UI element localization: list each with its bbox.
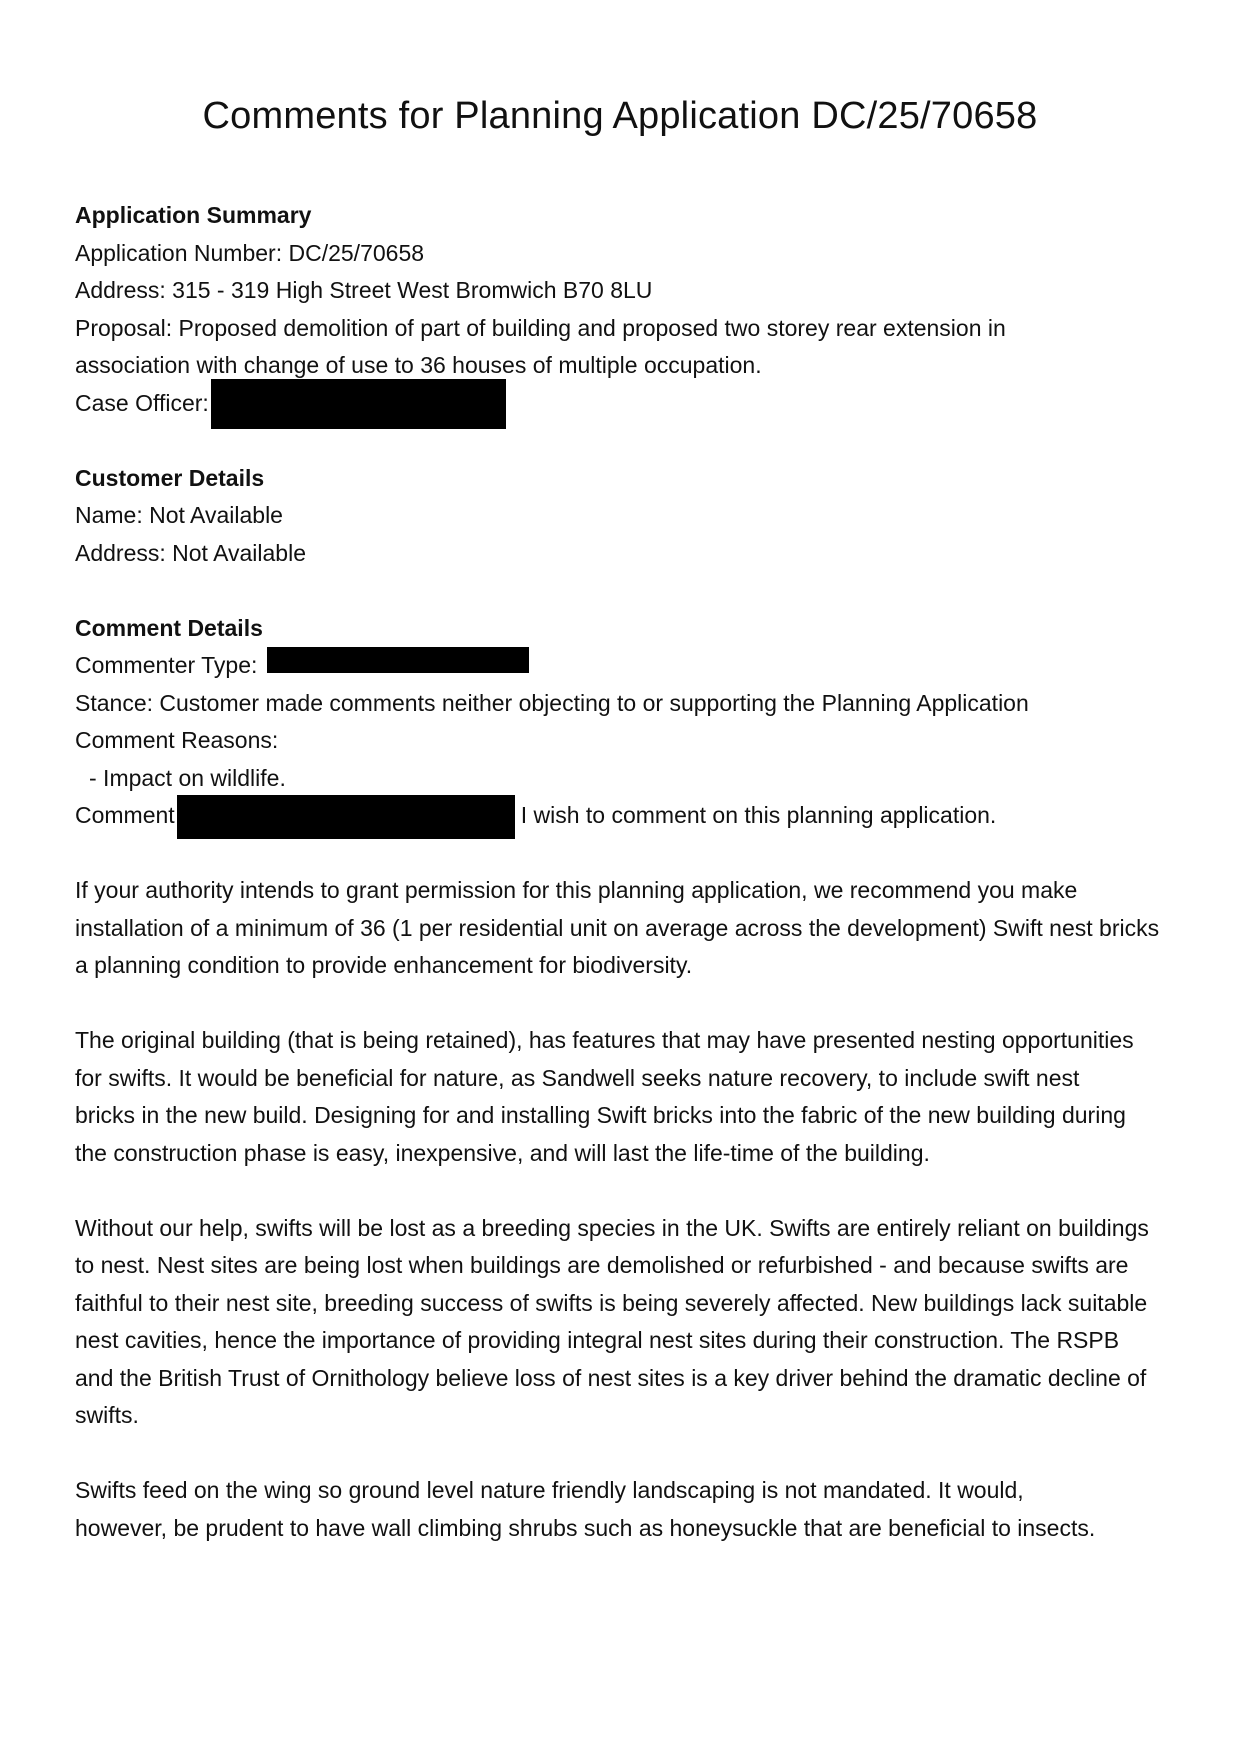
commenter-type-redaction (267, 647, 529, 673)
application-summary-heading: Application Summary (75, 202, 312, 228)
comment-label: Comment (75, 802, 175, 828)
case-officer-row (75, 385, 1175, 423)
comment-paragraph: Without our help, swifts will be lost as a breeding species in the UK. Swifts are entirely reliant on buildings to nest. Nest sites are being lost when buildings are demolished or refurbished - and because swifts are faithful to their nest site, breeding success of swifts is being severely affected. New buildings lack suitable nest cavities, hence the importance of providing integral nest sites during their construction. The RSPB and the British Trust of Ornithology believe loss of nest sites is a key driver behind the dramatic decline of swifts. (75, 1214, 1149, 1428)
commenter-type-label: Commenter Type: (75, 652, 258, 678)
comment-redaction (177, 795, 515, 839)
application-summary-section (75, 197, 1175, 422)
commenter-type-row (75, 647, 1175, 685)
document-body (75, 197, 1175, 1547)
comment-reasons-label: Comment Reasons: (75, 727, 279, 753)
comment-details-section (75, 610, 1175, 835)
spacer (75, 572, 1175, 610)
comment-intro: I wish to comment on this planning application. (520, 802, 997, 828)
application-address: Address: 315 - 319 High Street West Bromwich B70 8LU (75, 277, 653, 303)
comment-paragraph: The original building (that is being retained), has features that may have presented nesting opportunities for swifts. It would be beneficial for nature, as Sandwell seeks nature recovery, to include swift nest bricks in the new build. Designing for and installing Swift bricks into the fabric of the new building during the construction phase is easy, inexpensive, and will last the life-time of the building. (75, 1027, 1134, 1166)
spacer (75, 1435, 1175, 1473)
comment-stance: Stance: Customer made comments neither objecting to or supporting the Planning Application (75, 689, 1029, 716)
spacer (75, 1172, 1175, 1210)
customer-name: Name: Not Available (75, 502, 283, 528)
comment-reason-item: - Impact on wildlife. (89, 764, 286, 791)
comment-details-heading: Comment Details (75, 614, 263, 641)
spacer (75, 985, 1175, 1023)
case-officer-redaction (211, 379, 506, 429)
application-proposal: Proposal: Proposed demolition of part of building and proposed two storey rear extension in association with change of use to 36 houses of multiple occupation. (75, 314, 1006, 378)
comment-row (75, 797, 1175, 835)
page-title: Comments for Planning Application DC/25/70658 (202, 95, 1038, 137)
customer-details-section (75, 460, 1175, 573)
comment-paragraph: If your authority intends to grant permission for this planning application, we recommend you make installation of a minimum of 36 (1 per residential unit on average across the development) Swift nest bricks a planning condition to provide enhancement for biodiversity. (75, 877, 1160, 978)
spacer (75, 835, 1175, 873)
case-officer-label: Case Officer: (75, 389, 209, 416)
customer-details-heading: Customer Details (75, 464, 265, 491)
customer-address: Address: Not Available (75, 539, 306, 566)
application-number: Application Number: DC/25/70658 (75, 239, 425, 266)
comment-paragraph: Swifts feed on the wing so ground level nature friendly landscaping is not mandated. It would, however, be prudent to have wall climbing shrubs such as honeysuckle that are beneficial to insects. (75, 1477, 1096, 1541)
